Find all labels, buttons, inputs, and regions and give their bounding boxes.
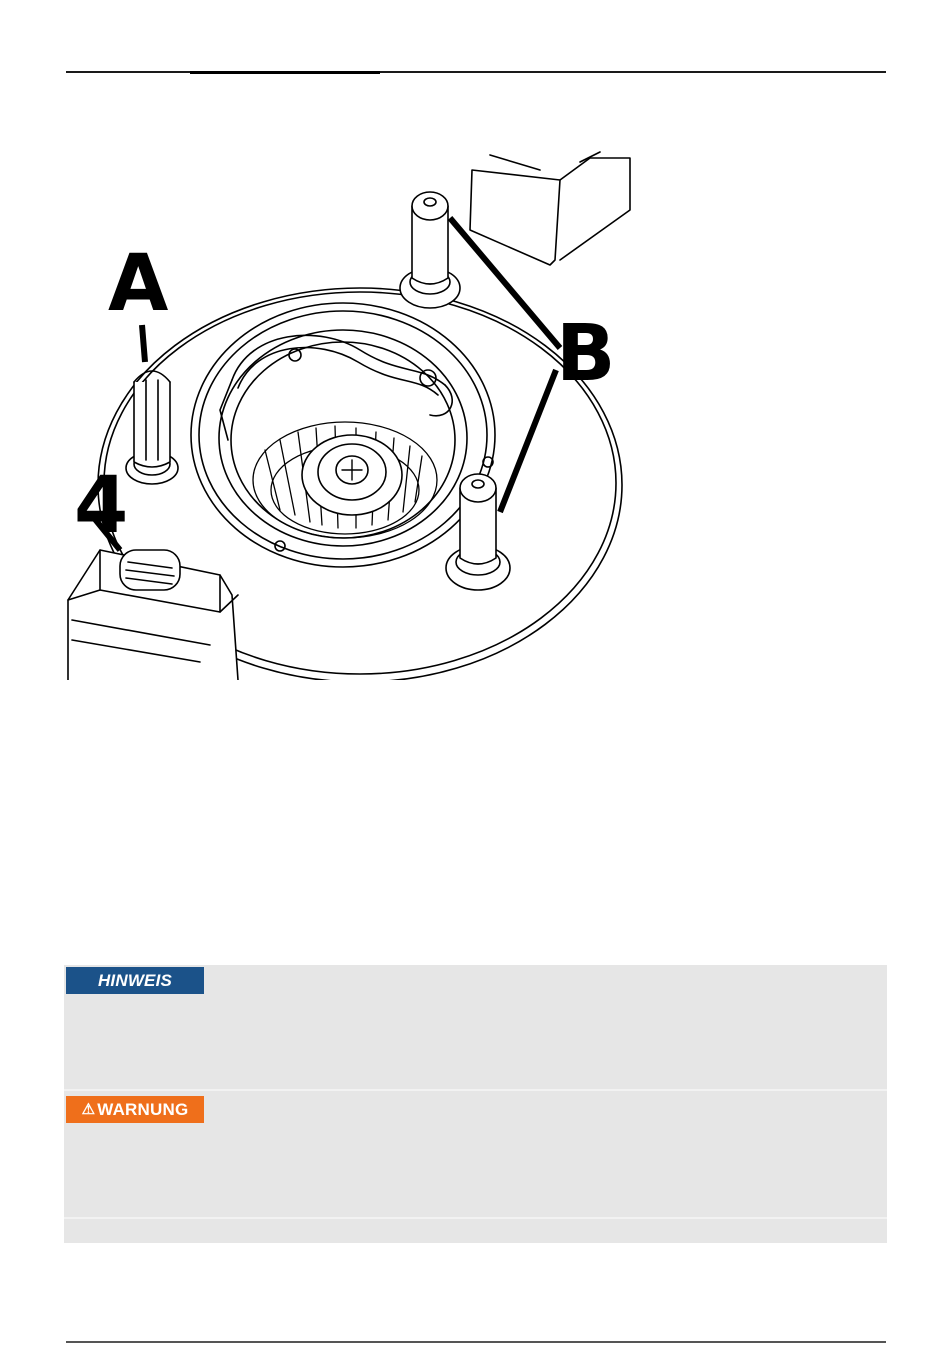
- pin-a: [126, 371, 178, 484]
- footer-rule: [66, 1341, 886, 1343]
- warnung-badge: [66, 1096, 204, 1123]
- callout-a: A: [108, 239, 169, 329]
- grinder-drawing: [60, 150, 650, 680]
- pin-b-top: [400, 192, 460, 308]
- header-rule: [66, 71, 886, 73]
- notice-divider: [64, 1089, 887, 1091]
- notice-divider-bottom: [64, 1217, 887, 1219]
- warnung-label: WARNUNG: [97, 1099, 189, 1119]
- warning-triangle-icon: ⚠: [81, 1101, 96, 1118]
- hinweis-badge: [66, 967, 204, 994]
- callout-b: B: [556, 309, 616, 399]
- technical-illustration: [60, 150, 650, 680]
- safety-notice-panel: [64, 965, 887, 1243]
- leader-line-a: [142, 325, 145, 362]
- header-rule-accent: [190, 71, 380, 74]
- hopper-housing: [470, 152, 630, 265]
- callout-4: 4: [74, 461, 129, 551]
- hinweis-label: HINWEIS: [97, 970, 173, 990]
